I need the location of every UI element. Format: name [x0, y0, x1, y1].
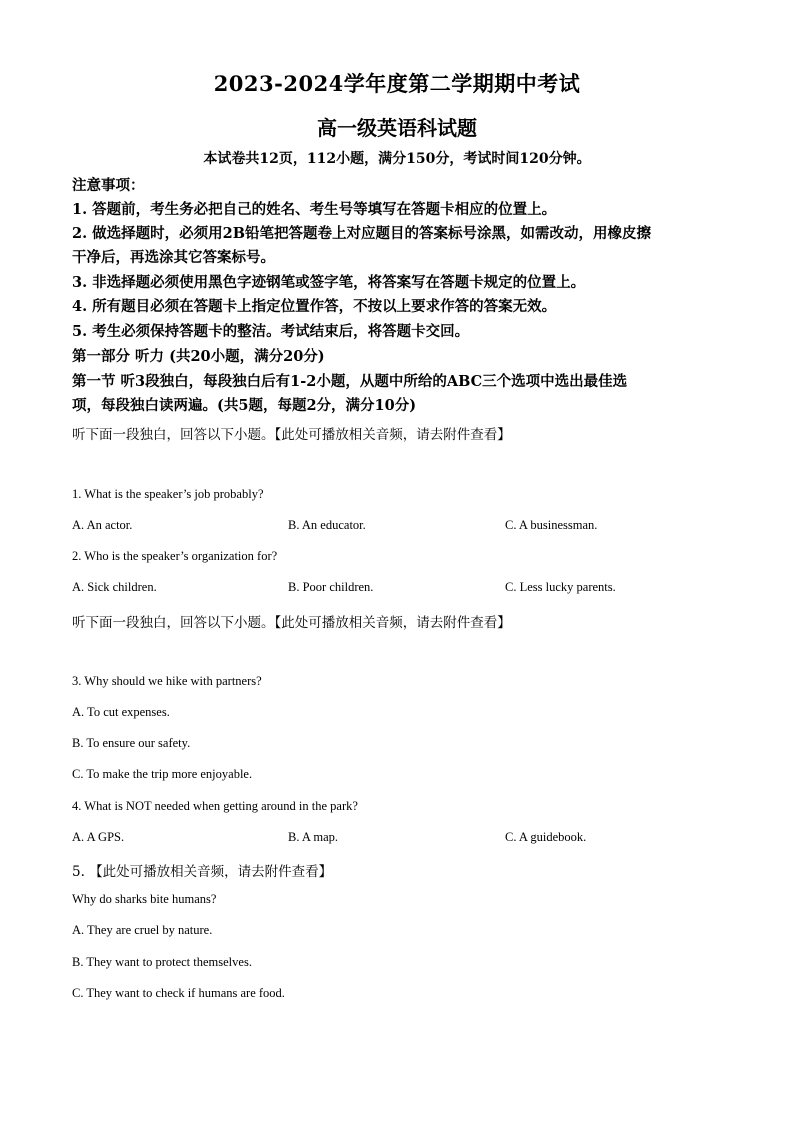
page-subtitle: 高一级英语科试题 — [317, 116, 477, 140]
part1-heading: 第一部分 听力 (共20小题，满分20分) — [72, 348, 325, 365]
note-item: 5. 考生必须保持答题卡的整洁。考试结束后，将答题卡交回。 — [72, 323, 470, 340]
note-item: 干净后，再选涂其它答案标号。 — [72, 249, 275, 266]
note-item: 1. 答题前，考生务必把自己的姓名、考生号等填写在答题卡相应的位置上。 — [72, 201, 557, 218]
option-b: B. To ensure our safety. — [72, 736, 191, 750]
option-c: C. They want to check if humans are food. — [72, 986, 285, 1000]
option-a: A. An actor. — [72, 518, 133, 532]
option-a: A. They are cruel by nature. — [72, 923, 213, 937]
option-b: B. A map. — [288, 830, 339, 844]
note-item: 2. 做选择题时，必须用2B铅笔把答题卷上对应题目的答案标号涂黑，如需改动，用橡皮擦 — [72, 225, 652, 242]
note-item: 4. 所有题目必须在答题卡上指定位置作答，不按以上要求作答的答案无效。 — [72, 298, 557, 315]
option-a: A. To cut expenses. — [72, 705, 170, 719]
notes-heading: 注意事项： — [72, 177, 145, 194]
audio-prompt-link[interactable]: 听下面一段独白，回答以下小题。【此处可播放相关音频，请去附件查看】 — [72, 615, 511, 631]
note-item: 3. 非选择题必须使用黑色字迹钢笔或签字笔，将答案写在答题卡规定的位置上。 — [72, 274, 586, 291]
option-c: C. A guidebook. — [505, 830, 587, 844]
option-c: C. To make the trip more enjoyable. — [72, 767, 253, 781]
option-b: B. An educator. — [288, 518, 366, 532]
question-stem: Why do sharks bite humans? — [72, 892, 217, 906]
option-a: A. Sick children. — [72, 580, 157, 594]
option-c: C. A businessman. — [505, 518, 598, 532]
section1-instructions: 项，每段独白读两遍。(共5题，每题2分，满分10分) — [72, 397, 417, 414]
option-b: B. Poor children. — [288, 580, 374, 594]
exam-intro: 本试卷共12页，112小题，满分150分，考试时间120分钟。 — [203, 151, 591, 167]
audio-prompt-link[interactable]: 5. 【此处可播放相关音频，请去附件查看】 — [72, 864, 333, 880]
option-a: A. A GPS. — [72, 830, 125, 844]
option-c: C. Less lucky parents. — [505, 580, 616, 594]
question-stem: 2. Who is the speaker’s organization for? — [72, 549, 278, 563]
question-stem: 4. What is NOT needed when getting around in the park? — [72, 799, 358, 813]
audio-prompt-link[interactable]: 听下面一段独白，回答以下小题。【此处可播放相关音频，请去附件查看】 — [72, 427, 511, 443]
section1-instructions: 第一节 听3段独白，每段独白后有1-2小题，从题中所给的ABC三个选项中选出最佳选 — [72, 373, 628, 390]
page-title: 2023-2024学年度第二学期期中考试 — [213, 71, 581, 96]
question-stem: 3. Why should we hike with partners? — [72, 674, 262, 688]
question-stem: 1. What is the speaker’s job probably? — [72, 487, 264, 501]
option-b: B. They want to protect themselves. — [72, 955, 252, 969]
